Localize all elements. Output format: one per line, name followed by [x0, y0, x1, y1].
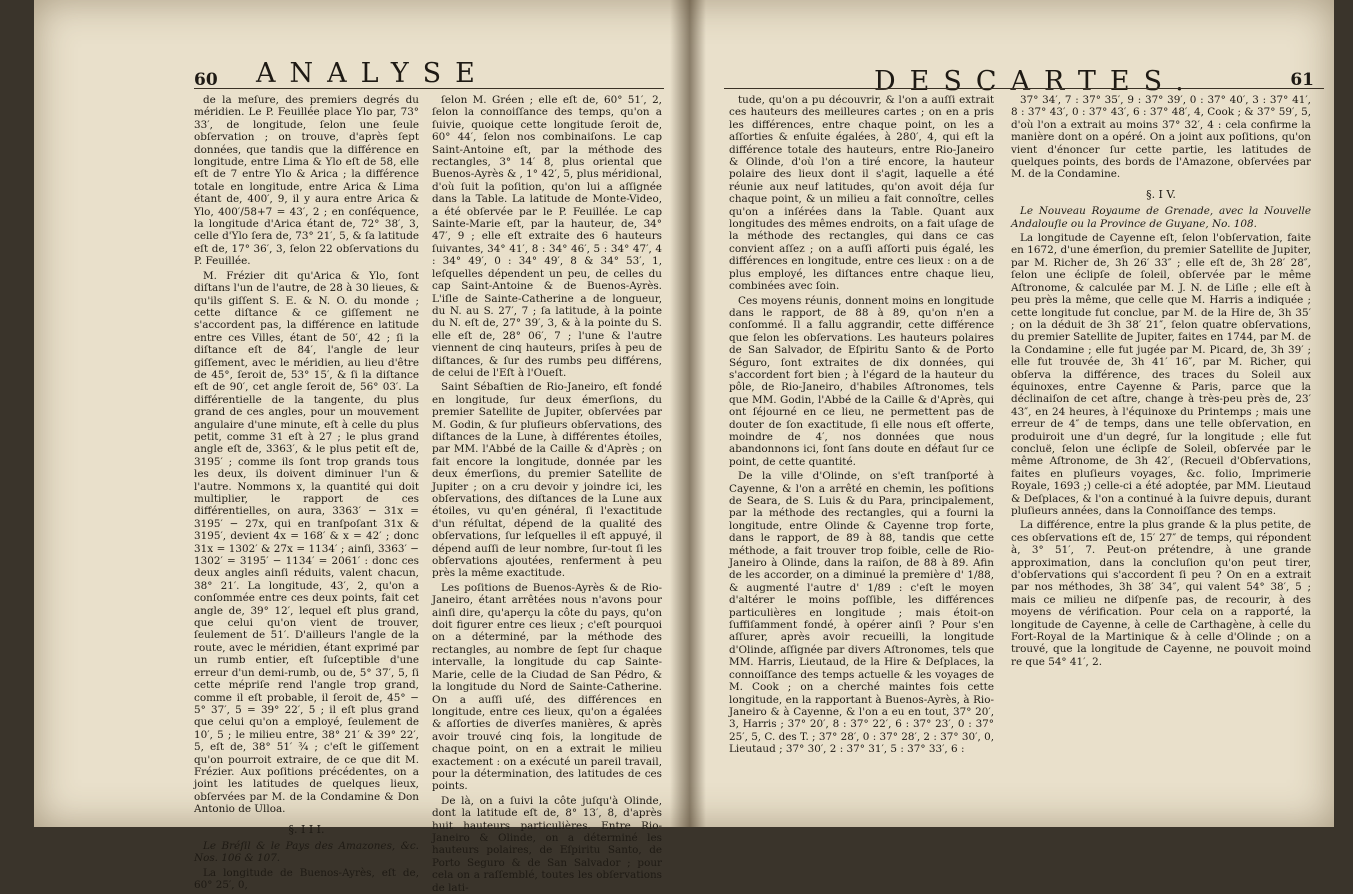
book-gutter [670, 0, 706, 827]
left-column-1 [194, 94, 419, 892]
open-book [34, 0, 1334, 894]
right-page [724, 58, 1324, 818]
right-columns [724, 94, 1324, 818]
paragraph: 37° 34′, 7 : 37° 35′, 9 : 37° 39′, 0 : 37° 40′, 3 : 37° 41′, 8 : 37° 43′, 0 : 37° 43′, 6 : 37° 48′, 4, Cook ; & 37° 59′, 5, d'où l'on a extrait au moins 37° 32′, 4 : cela confirme la manière dont on a opéré. On a joint aux poſitions, qu'on vient d'énoncer ſur cette partie, les latitudes de quelques points, des bords de l'Amazone, obſervées par M. de la Condamine. [1011, 94, 1311, 181]
right-running-head: DESCARTES. [874, 66, 1198, 97]
left-columns [194, 94, 664, 894]
paragraph: De là, on a ſuivi la côte juſqu'à Olinde, dont la latitude eſt de, 8° 13′, 8, d'après huit hauteurs particulières. Entre Rio-Janeiro & Olinde, on a déterminé les hauteurs polaires, de Eſpiritu Santo, de Porto Seguro & de San Salvador ; pour cela on a raſſemblé, toutes les obſervations de lati- [432, 794, 662, 894]
paragraph: La longitude de Buenos-Ayrès, eſt de, 60° 25′, 0, [194, 866, 419, 892]
left-running-head: ANALYSE [256, 58, 489, 89]
paragraph: La différence, entre la plus grande & la plus petite, de ces obſervations eſt de, 15′ 27″ de temps, qui répondent à, 3° 51′, 7. Peut-on prétendre, à une grande approximation, dans la concluſion qu'on peut tirer, d'obſervations qui s'accordent ſi peu ? On en a extrait par nos méthodes, 3h 38′ 34″, qui valent 54° 38′, 5 ; mais ce milieu ne diſpenſe pas, de recourir, à des moyens de vérification. Pour cela on a rapporté, la longitude de Cayenne, à celle de Carthagène, à celle du Fort-Royal de la Martinique & à celle d'Olinde ; on a trouvé, que la longitude de Cayenne, ne pouvoit moind re que 54° 41′, 2. [1011, 519, 1311, 668]
section-heading: §. I I I. [288, 822, 325, 836]
paragraph: de la meſure, des premiers degrés du méridien. Le P. Feuillée place Ylo par, 73° 33′, de longitude, ſelon une ſeule obſervation ; on trouve, d'après ſept données, que tandis que la différence en longitude, entre Lima & Ylo eſt de 58, elle eſt de 7 entre Ylo & Arica ; la différence totale en longitude, entre Arica & Lima étant de, 400′, 9, il y aura entre Arica & Ylo, 400′/58+7 = 43′, 2 ; en conſéquence, la longitude d'Arica étant de, 72° 38′, 3, celle d'Ylo ſera de, 73° 21′, 5, & ſa latitude eſt de, 17° 36′, 3, ſelon 22 obſervations du P. Feuillée. [194, 94, 419, 268]
left-header-rule [194, 88, 664, 89]
section-title: Le Nouveau Royaume de Grenade, avec la Nouvelle Andalouſie ou la Province de Guyane, No. 108. [1011, 205, 1311, 230]
paragraph: Les poſitions de Buenos-Ayrès & de Rio-Janeiro, étant arrêtées nous n'avons pour ainſi dire, qu'aperçu la côte du pays, qu'on doit figurer entre ces lieux ; c'eſt pourquoi on a déterminé, par la méthode des rectangles, au nombre de ſept ſur chaque intervalle, la longitude du cap Sainte-Marie, celle de la Ciudad de San Pédro, & la longitude du Nord de Sainte-Catherine. On a auſſi uſé, des différences en longitude, entre ces lieux, qu'on a égalées & aſſorties de diverſes manières, & après avoir trouvé cinq fois, la longitude de chaque point, on en a extrait le milieu exactement : on a exécuté un pareil travail, pour la détermination, des latitudes de ces points. [432, 581, 662, 793]
right-page-header [724, 58, 1324, 97]
section-title: Le Bréſil & le Pays des Amazones, &c. Nos. 106 & 107. [194, 839, 419, 865]
right-column-1 [729, 94, 994, 818]
section-heading: §. I V. [1146, 187, 1176, 201]
right-page-number: 61 [1290, 70, 1314, 90]
left-page-header [194, 58, 664, 92]
paragraph: Ces moyens réunis, donnent moins en longitude dans le rapport, de 88 à 89, qu'on n'en a conſommé. Il a fallu aggrandir, cette différence que ſelon les obſervations. Les hauteurs polaires de San Salvador, de Eſpiritu Santo & de Porto Séguro, ſont extraites de dix données, qui s'accordent fort bien ; à l'égard de la hauteur du pôle, de Rio-Janeiro, d'habiles Aſtronomes, tels que MM. Godin, l'Abbé de la Caille & d'Après, qui ont ſéjourné en ce lieu, ne permettent pas de douter de ſon exactitude, ſi elle nous eſt offerte, moindre de 4′, nos données que nous abandonnons ici, ſont ſans doute en défaut ſur ce point, de cette quantité. [729, 294, 994, 468]
left-page [194, 58, 664, 894]
right-header-rule [724, 88, 1324, 89]
paragraph: De la ville d'Olinde, on s'eſt tranſporté à Cayenne, & l'on a arrêté en chemin, les poſitions de Seara, de S. Luis & du Para, principalement, par la méthode des rectangles, qui a fourni la longitude, entre Olinde & Cayenne trop forte, dans le rapport, de 89 à 88, tandis que cette méthode, a fait trouver trop foible, celle de Rio-Janeiro à Olinde, dans la raiſon, de 88 à 89. Afin de les accorder, on a diminué la première d' 1/88, & augmenté l'autre d' 1/89 : c'eſt le moyen d'altérer le moins poſſible, les différences particulières en longitude ; mais étoit-on ſuffiſamment fondé, à opérer ainſi ? Pour s'en aſſurer, après avoir recueilli, la longitude d'Olinde, aſſignée par divers Aſtronomes, tels que MM. Harris, Lieutaud, de la Hire & Deſplaces, la connoiſſance des temps actuelle & les voyages de M. Cook ; on a cherché maintes fois cette longitude, en la rapportant à Buenos-Ayrès, à Rio-Janeiro & à Cayenne, & l'on a eu en tout, 37° 20′, 3, Harris ; 37° 20′, 8 : 37° 22′, 6 : 37° 23′, 0 : 37° 25′, 5, C. des T. ; 37° 28′, 0 : 37° 28′, 2 : 37° 30′, 0, Lieutaud ; 37° 30′, 2 : 37° 31′, 5 : 37° 33′, 6 : [729, 470, 994, 756]
left-column-2 [432, 94, 662, 894]
paragraph: La longitude de Cayenne eſt, ſelon l'obſervation, faite en 1672, d'une émerſion, du premier Satellite de Jupiter, par M. Richer de, 3h 26′ 33″ ; elle eſt de, 3h 28′ 28″, ſelon une éclipſe de ſoleil, obſervée par le même Aſtronome, & calculée par M. J. N. de Liſle ; elle eſt à peu près la même, que celle que M. Harris a indiquée ; cette longitude fut conclue, par M. de la Hire de, 3h 35′ ; on la déduit de 3h 38′ 21″, ſelon quatre obſervations, du premier Satellite de Jupiter, faites en 1744, par M. de la Condamine ; elle fut jugée par M. Picard, de, 3h 39′ ; elle fut trouvée de, 3h 41′ 16″, par M. Richer, qui obſerva la différence, des traces du Soleil aux équinoxes, entre Cayenne & Paris, parce que la déclinaiſon de cet aſtre, change à très-peu près de, 23′ 43″, en 24 heures, à l'équinoxe du Printemps ; mais une erreur de 4″ de temps, dans une telle obſervation, en produiroit une d'un degré, ſur la longitude ; elle fut concluë, ſelon une éclipſe de Soleil, obſervée par le même Aſtronome, de 3h 42′, (Recueil d'Obſervations, faites en pluſieurs voyages, &c. folio, Imprimerie Royale, 1693 ;) celle-ci a été adoptée, par MM. Lieutaud & Deſplaces, & l'on a continué à la ſuivre depuis, durant pluſieurs années, dans la Connoiſſance des temps. [1011, 232, 1311, 517]
paragraph: M. Frézier dit qu'Arica & Ylo, ſont diſtans l'un de l'autre, de 28 à 30 lieues, & qu'ils giſſent S. E. & N. O. du monde ; cette diſtance & ce giſſement ne s'accordent pas, la différence en latitude entre ces Villes, étant de 50′, 42 ; ſi la diſtance eſt de 84′, l'angle de leur giſſement, avec le méridien, au lieu d'être de 45°, ſeroit de, 53° 15′, & ſi la diſtance eſt de 90′, cet angle ſeroit de, 56° 03′. La différentielle de la tangente, du plus grand de ces angles, pour un mouvement angulaire d'une minute, eſt à celle du plus petit, comme 31 eſt à 27 ; le plus grand angle eſt de, 3363′, & le plus petit eſt de, 3195′ ; comme ils ſont trop grands tous les deux, ils doivent diminuer l'un & l'autre. Nommons x, la quantité qui doit multiplier, le rapport de ces différentielles, on aura, 3363′ − 31x = 3195′ − 27x, qui en tranſpoſant 31x & 3195′, devient 4x = 168′ & x = 42′ ; donc 31x = 1302′ & 27x = 1134′ ; ainſi, 3363′ − 1302′ = 3195′ − 1134′ = 2061′ : donc ces deux angles ainſi réduits, valent chacun, 38° 21′. La longitude, 43′, 2, qu'on a conſommée entre ces deux points, fait cet angle de, 39° 12′, lequel eſt plus grand, que celui qu'on vient de trouver, ſeulement de 51′. D'ailleurs l'angle de la route, avec le méridien, étant exprimé par un rumb entier, eſt ſuſceptible d'une erreur d'un demi-rumb, ou de, 5° 37′, 5, ſi cette mépriſe rend l'angle trop grand, comme il eſt probable, il ſeroit de, 45° − 5° 37′, 5 = 39° 22′, 5 ; il eſt plus grand que celui qu'on a employé, ſeulement de 10′, 5 ; le milieu entre, 38° 21′ & 39° 22′, 5, eſt de, 38° 51′ ¾ ; c'eſt le giſſement qu'on pourroit extraire, de ce que dit M. Frézier. Aux poſitions précédentes, on a joint les latitudes de quelques lieux, obſervées par M. de la Condamine & Don Antonio de Ulloa. [194, 269, 419, 816]
paragraph: tude, qu'on a pu découvrir, & l'on a auſſi extrait ces hauteurs des meilleures cartes ; on en a pris les différences, entre chaque point, on les a aſſorties & enſuite égalées, à 280′, 4, qui eſt la différence totale des hauteurs, entre Rio-Janeiro & Olinde, d'où l'on a tiré encore, la hauteur polaire des lieux dont il s'agit, laquelle a été réunie aux neuf latitudes, qu'on avoit déja ſur chaque point, & un milieu a fait connoître, celles qu'on a inſérées dans la Table. Quant aux longitudes des mêmes endroits, on a fait uſage de la méthode des rectangles, qui dans ce cas convient aſſez ; on a auſſi aſſorti puis égalé, les différences en longitude, entre ces lieux : on a de plus employé, les diſtances entre chaque lieu, combinées avec ſoin. [729, 94, 994, 293]
paragraph: ſelon M. Gréen ; elle eſt de, 60° 51′, 2, ſelon la connoiſſance des temps, qu'on a ſuivie, quoique cette longitude ſeroit de, 60° 44′, ſelon nos combinaiſons. Le cap Saint-Antoine eſt, par la méthode des rectangles, 3° 14′ 8, plus oriental que Buenos-Ayrès & , 1° 42′, 5, plus méridional, d'où ſuit la poſition, qu'on lui a aſſignée dans la Table. La latitude de Monte-Video, a été obſervée par le P. Feuillée. Le cap Sainte-Marie eſt, par la hauteur, de, 34° 47′, 9 ; elle eſt extraite des 6 hauteurs ſuivantes, 34° 41′, 8 : 34° 46′, 5 : 34° 47′, 4 : 34° 49′, 0 : 34° 49′, 8 & 34° 53′, 1, leſquelles dépendent un peu, de celles du cap Saint-Antoine & de Buenos-Ayrès. L'iſle de Sainte-Catherine a de longueur, du N. au S. 27′, 7 ; ſa latitude, à la pointe du N. eſt de, 27° 39′, 3, & à la pointe du S. elle eſt de, 28° 06′, 7 ; l'une & l'autre viennent de cinq hauteurs, priſes à peu de diſtances, & ſur des rumbs peu différens, de celui de l'Eſt à l'Oueſt. [432, 94, 662, 379]
right-column-2 [1011, 94, 1311, 818]
left-page-number: 60 [194, 70, 218, 90]
paragraph: Saint Sébaſtien de Rio-Janeiro, eſt fondé en longitude, ſur deux émerſions, du premier Satellite de Jupiter, obſervées par M. Godin, & ſur pluſieurs obſervations, des diſtances de la Lune, à différentes étoiles, par MM. l'Abbé de la Caille & d'Après ; on fait encore la longitude, donnée par les deux émerſions, du premier Satellite de Jupiter ; on a cru devoir y joindre ici, les obſervations, des diſtances de la Lune aux étoiles, vu qu'en général, ſi l'exactitude d'un réſultat, dépend de la qualité des obſervations, ſur leſquelles il eſt appuyé, il dépend auſſi de leur nombre, ſur-tout ſi les obſervations ajoutées, renferment à peu près la même exactitude. [432, 381, 662, 580]
